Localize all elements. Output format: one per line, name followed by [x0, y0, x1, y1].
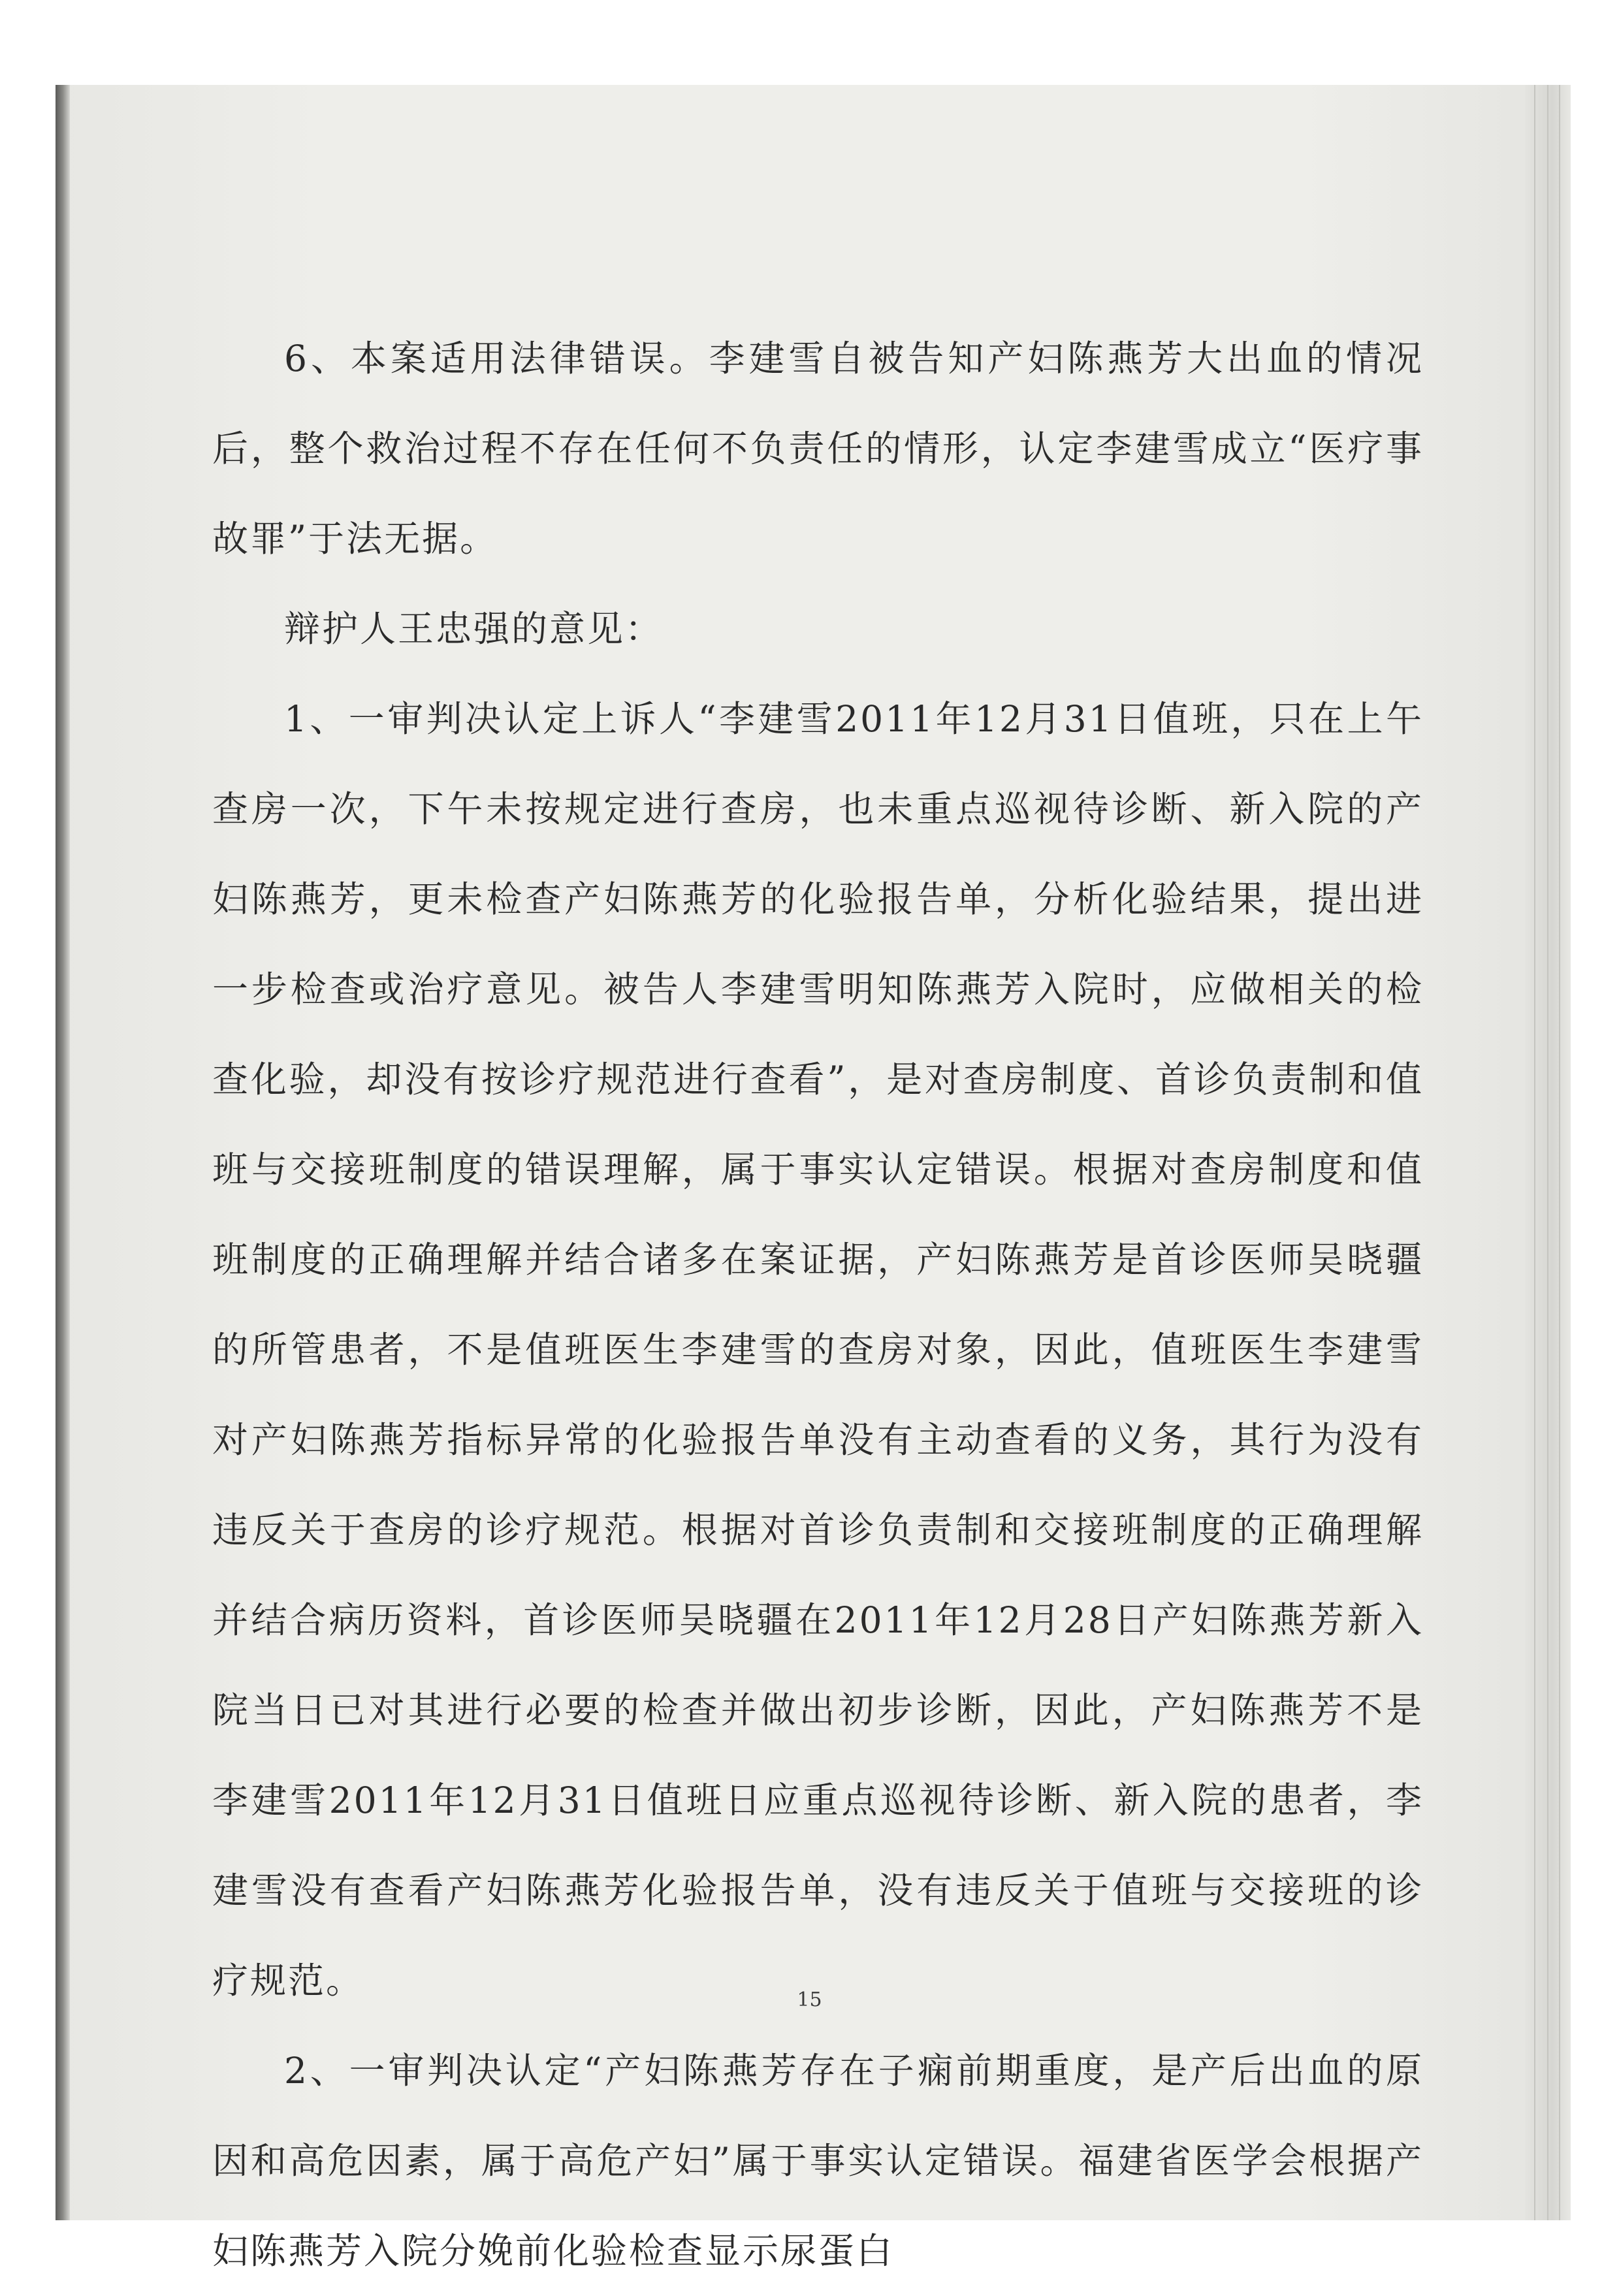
page-number: 15: [797, 1988, 822, 2011]
binding-shadow: [56, 85, 70, 2220]
paragraph-point-2: 2、一审判决认定“产妇陈燕芳存在子痫前期重度，是产后出血的原因和高危因素，属于高危产妇”属于事实认定错误。福建省医学会根据产妇陈燕芳入院分娩前化验检查显示尿蛋白: [212, 2050, 1424, 2272]
paragraph-defender-heading: 辩护人王忠强的意见：: [284, 608, 664, 650]
page-edge-shadow: [1525, 85, 1571, 2220]
paragraph-point-6: 6、本案适用法律错误。李建雪自被告知产妇陈燕芳大出血的情况后，整个救治过程不存在任何不负责任的情形，认定李建雪成立“医疗事故罪”于法无据。: [212, 338, 1424, 560]
paragraph-point-1: 1、一审判决认定上诉人“李建雪2011年12月31日值班，只在上午查房一次，下午未按规定进行查房，也未重点巡视待诊断、新入院的产妇陈燕芳，更未检查产妇陈燕芳的化验报告单，分析化验结果，提出进一步检查或治疗意见。被告人李建雪明知陈燕芳入院时，应做相关的检查化验，却没有按诊疗规范进行查看”，是对查房制度、首诊负责制和值班与交接班制度的错误理解，属于事实认定错误。根据对查房制度和值班制度的正确理解并结合诸多在案证据，产妇陈燕芳是首诊医师吴晓疆的所管患者，不是值班医生李建雪的查房对象，因此，值班医生李建雪对产妇陈燕芳指标异常的化验报告单没有主动查看的义务，其行为没有违反关于查房的诊疗规范。根据对首诊负责制和交接班制度的正确理解并结合病历资料，首诊医师吴晓疆在2011年12月28日产妇陈燕芳新入院当日已对其进行必要的检查并做出初步诊断，因此，产妇陈燕芳不是李建雪2011年12月31日值班日应重点巡视待诊断、新入院的患者，李建雪没有查看产妇陈燕芳化验报告单，没有违反关于值班与交接班的诊疗规范。: [212, 698, 1424, 2001]
